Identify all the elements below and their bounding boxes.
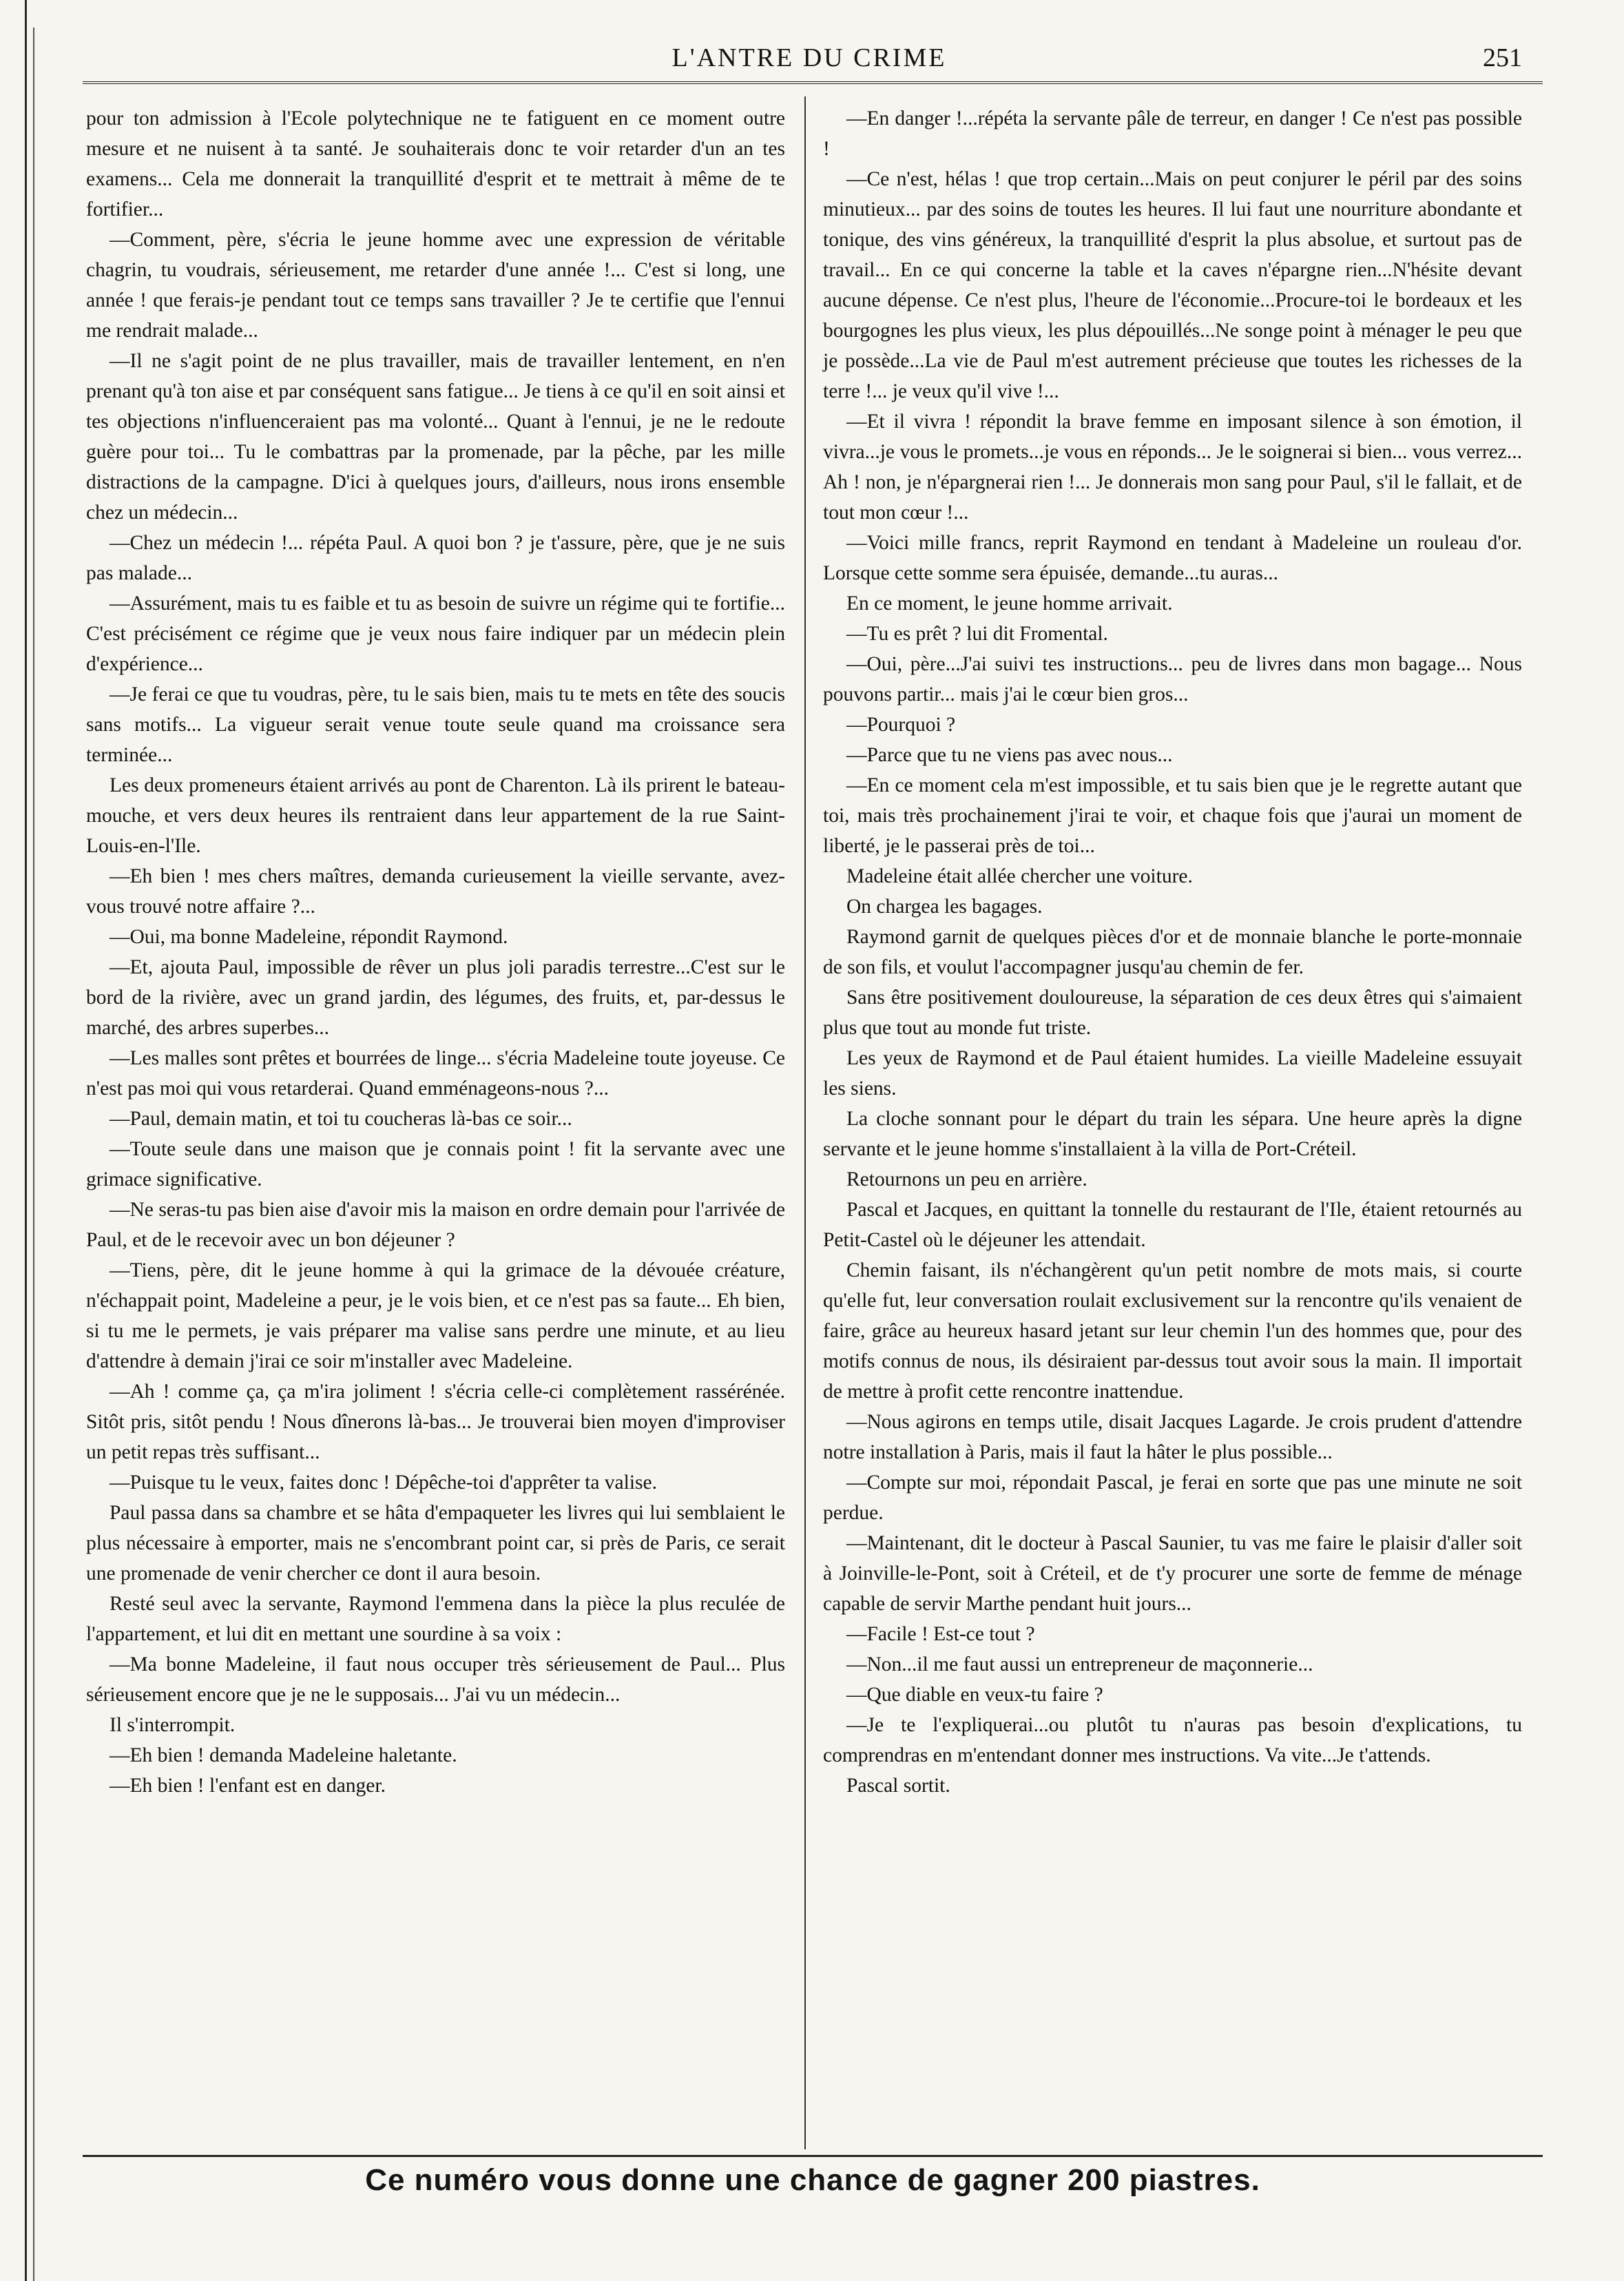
paragraph: —Tiens, père, dit le jeune homme à qui la grimace de la dévouée créature, n'échappait point, Madeleine a peur, je le vois bien, et ce n'est pas sa faute... Eh bien, si tu me le permets, je vais préparer ma valise sans perdre une minute, et au lieu d'attendre à demain j'irai ce soir m'installer avec Madeleine. (86, 1259, 785, 1372)
paragraph: Pascal et Jacques, en quittant la tonnelle du restaurant de l'Ile, étaient retournés au Petit-Castel où le déjeuner les attendait. (823, 1199, 1522, 1251)
footer-rule (83, 2155, 1543, 2157)
paragraph: —Facile ! Est-ce tout ? (846, 1623, 1035, 1645)
paragraph: —Ah ! comme ça, ça m'ira joliment ! s'écria celle-ci complètement rassérénée. Sitôt pris, sitôt pendu ! Nous dînerons là-bas... Je trouverai bien moyen d'improviser un petit repas très suffisant... (86, 1381, 785, 1463)
paragraph: Chemin faisant, ils n'échangèrent qu'un petit nombre de mots mais, si courte qu'elle fut, leur conversation roulait exclusivement sur la rencontre qu'ils venaient de faire, grâce au heureux hasard jetant sur leur chemin l'un des hommes que, pour des motifs connus de nous, ils désiraient par-dessus tout avoir sous la main. Il importait de mettre à profit cette rencontre inattendue. (823, 1259, 1522, 1403)
paragraph: —Je ferai ce que tu voudras, père, tu le sais bien, mais tu te mets en tête des soucis sans motifs... La vigueur serait venue toute seule quand ma croissance sera terminée... (86, 683, 785, 766)
paragraph: —En ce moment cela m'est impossible, et tu sais bien que je le regrette autant que toi, mais très prochainement j'irai te voir, et chaque fois que j'aurai un moment de liberté, je le passerai près de toi... (823, 774, 1522, 857)
paragraph: —Compte sur moi, répondait Pascal, je ferai en sorte que pas une minute ne soit perdue. (823, 1472, 1522, 1524)
paragraph: Retournons un peu en arrière. (846, 1168, 1087, 1190)
binding-margin-line (33, 28, 34, 2281)
paragraph: —Il ne s'agit point de ne plus travailler, mais de travailler lentement, en n'en prenant qu'à ton aise et par conséquent sans fatigue... Je tiens à ce qu'il en soit ainsi et tes objections n'influenceraient pas ma volonté... Quant à l'ennui, je ne le redoute guère pour toi... Tu le combattras par la promenade, par la pêche, par les mille distractions de la campagne. D'ici à quelques jours, d'ailleurs, nous irons ensemble chez un médecin... (86, 350, 785, 524)
header-rule (83, 81, 1543, 84)
paragraph: pour ton admission à l'Ecole polytechnique ne te fatiguent en ce moment outre mesure et ne nuisent à ta santé. Je souhaiterais donc te voir retarder d'un an tes examens... Cela me donnerait la tranquillité d'esprit et te mettrait à même de te fortifier... (86, 107, 785, 220)
paragraph: —Tu es prêt ? lui dit Fromental. (846, 623, 1108, 645)
paragraph: —Les malles sont prêtes et bourrées de linge... s'écria Madeleine toute joyeuse. Ce n'est pas moi qui vous retarderai. Quand emménageons-nous ?... (86, 1047, 785, 1100)
left-column (86, 103, 785, 1801)
paragraph: —Non...il me faut aussi un entrepreneur de maçonnerie... (846, 1653, 1313, 1675)
paragraph: —Ce n'est, hélas ! que trop certain...Mais on peut conjurer le péril par des soins minutieux... par des soins de toutes les heures. Il lui faut une nourriture abondante et tonique, des vins généreux, la tranquillité d'esprit la plus absolue, et surtout pas de travail... En ce qui concerne la table et la caves n'épargne rien...N'hésite devant aucune dépense. Ce n'est plus, l'heure de l'économie...Procure-toi le bordeaux et les bourgognes les plus vieux, les plus dépouillés...Ne songe point à ménager le peu que je possède...La vie de Paul m'est autrement précieuse que toutes les richesses de la terre !... je veux qu'il vive !... (823, 168, 1522, 402)
paragraph: En ce moment, le jeune homme arrivait. (846, 592, 1173, 615)
paragraph: La cloche sonnant pour le départ du train les sépara. Une heure après la digne servante et le jeune homme s'installaient à la villa de Port-Créteil. (823, 1108, 1522, 1160)
paragraph: —Eh bien ! l'enfant est en danger. (110, 1775, 386, 1797)
paragraph: Madeleine était allée chercher une voiture. (846, 865, 1193, 887)
paragraph: —Paul, demain matin, et toi tu coucheras là-bas ce soir... (110, 1108, 572, 1130)
paragraph: —Et il vivra ! répondit la brave femme en imposant silence à son émotion, il vivra...je vous le promets...je vous en réponds... Je le soignerai si bien... vous verrez... Ah ! non, je n'épargnerai rien !... Je donnerais mon sang pour Paul, s'il le fallait, et de tout mon cœur !... (823, 411, 1522, 524)
paragraph: —Eh bien ! mes chers maîtres, demanda curieusement la vieille servante, avez-vous trouvé notre affaire ?... (86, 865, 785, 918)
paragraph: —Je te l'expliquerai...ou plutôt tu n'auras pas besoin d'explications, tu comprendras en m'entendant donner mes instructions. Va vite...Je t'attends. (823, 1714, 1522, 1766)
paragraph: Les deux promeneurs étaient arrivés au pont de Charenton. Là ils prirent le bateau-mouche, et vers deux heures ils rentraient dans leur appartement de la rue Saint-Louis-en-l'Ile. (86, 774, 785, 857)
column-divider (804, 96, 806, 2149)
footer-notice: Ce numéro vous donne une chance de gagner 200 piastres. (365, 2163, 1260, 2197)
paragraph: —Puisque tu le veux, faites donc ! Dépêche-toi d'apprêter ta valise. (110, 1472, 657, 1494)
paragraph: —Voici mille francs, reprit Raymond en tendant à Madeleine un rouleau d'or. Lorsque cette somme sera épuisée, demande...tu auras... (823, 532, 1522, 584)
paragraph: —Nous agirons en temps utile, disait Jacques Lagarde. Je crois prudent d'attendre notre installation à Paris, mais il faut la hâter le plus possible... (823, 1411, 1522, 1463)
binding-edge (0, 0, 27, 2281)
paragraph: Raymond garnit de quelques pièces d'or et de monnaie blanche le porte-monnaie de son fils, et voulut l'accompagner jusqu'au chemin de fer. (823, 926, 1522, 978)
paragraph: —Oui, père...J'ai suivi tes instructions... peu de livres dans mon bagage... Nous pouvons partir... mais j'ai le cœur bien gros... (823, 653, 1522, 705)
paragraph: —Comment, père, s'écria le jeune homme avec une expression de véritable chagrin, tu voudrais, sérieusement, me retarder d'une année !... C'est si long, une année ! que ferais-je pendant tout ce temps sans travailler ? Je te certifie que l'ennui me rendrait malade... (86, 229, 785, 342)
paragraph: Il s'interrompit. (110, 1714, 236, 1736)
right-column (823, 103, 1522, 1801)
page-header (83, 43, 1536, 84)
running-title: L'ANTRE DU CRIME (672, 43, 947, 72)
paragraph: —Que diable en veux-tu faire ? (846, 1684, 1103, 1706)
paragraph: Sans être positivement douloureuse, la séparation de ces deux êtres qui s'aimaient plus que tout au monde fut triste. (823, 987, 1522, 1039)
paragraph: —Oui, ma bonne Madeleine, répondit Raymond. (110, 926, 508, 948)
paragraph: —Eh bien ! demanda Madeleine haletante. (110, 1744, 457, 1766)
paragraph: —Ma bonne Madeleine, il faut nous occuper très sérieusement de Paul... Plus sérieusement encore que je ne le supposais... J'ai vu un médecin... (86, 1653, 785, 1706)
paragraph: —Parce que tu ne viens pas avec nous... (846, 744, 1173, 766)
paragraph: —Maintenant, dit le docteur à Pascal Saunier, tu vas me faire le plaisir d'aller soit à Joinville-le-Pont, soit à Créteil, et de t'y procurer une sorte de femme de ménage capable de servir Marthe pendant huit jours... (823, 1532, 1522, 1615)
paragraph: Pascal sortit. (846, 1775, 950, 1797)
page-number: 251 (1483, 43, 1522, 72)
paragraph: —Et, ajouta Paul, impossible de rêver un plus joli paradis terrestre...C'est sur le bord de la rivière, avec un grand jardin, des légumes, des fruits, et, par-dessus le marché, des arbres superbes... (86, 956, 785, 1039)
paragraph: —Toute seule dans une maison que je connais point ! fit la servante avec une grimace significative. (86, 1138, 785, 1190)
paragraph: —Ne seras-tu pas bien aise d'avoir mis la maison en ordre demain pour l'arrivée de Paul, et de le recevoir avec un bon déjeuner ? (86, 1199, 785, 1251)
paragraph: Les yeux de Raymond et de Paul étaient humides. La vieille Madeleine essuyait les siens. (823, 1047, 1522, 1100)
paragraph: Resté seul avec la servante, Raymond l'emmena dans la pièce la plus reculée de l'appartement, et lui dit en mettant une sourdine à sa voix : (86, 1593, 785, 1645)
paragraph: —En danger !...répéta la servante pâle de terreur, en danger ! Ce n'est pas possible ! (823, 107, 1522, 160)
paragraph: —Pourquoi ? (846, 714, 956, 736)
paragraph: Paul passa dans sa chambre et se hâta d'empaqueter les livres qui lui semblaient le plus nécessaire à emporter, mais ne s'encombrant point car, si près de Paris, ce serait une promenade de venir chercher ce dont il aura besoin. (86, 1502, 785, 1585)
paragraph: On chargea les bagages. (846, 896, 1043, 918)
paragraph: —Chez un médecin !... répéta Paul. A quoi bon ? je t'assure, père, que je ne suis pas malade... (86, 532, 785, 584)
paragraph: —Assurément, mais tu es faible et tu as besoin de suivre un régime qui te fortifie... C'est précisément ce régime que je veux nous faire indiquer par un médecin plein d'expérience... (86, 592, 785, 675)
